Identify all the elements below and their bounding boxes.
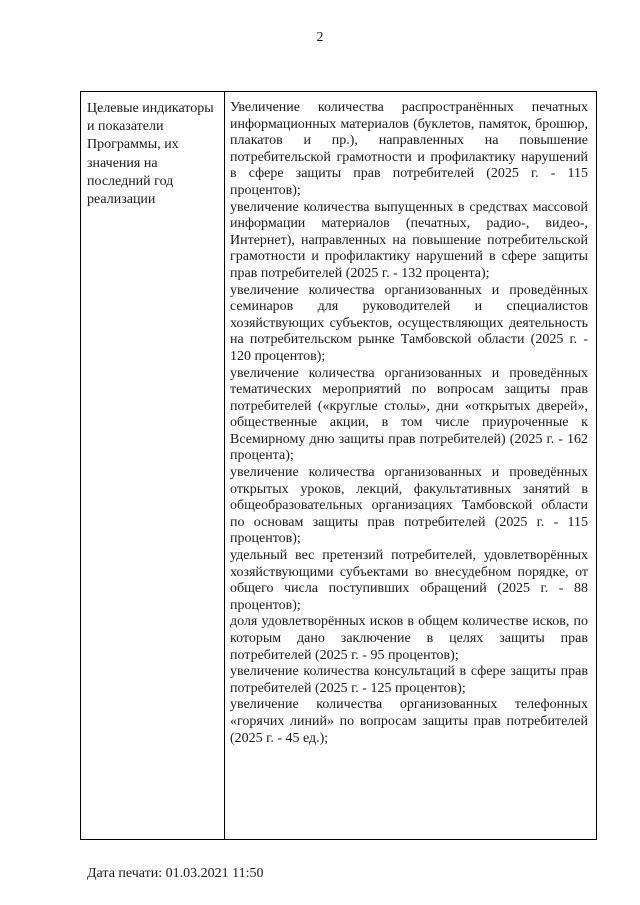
- indicators-values-cell: [225, 92, 596, 839]
- indicator-item: удельный вес претензий потребителей, удовлетворённых хозяйствующими субъектами во внесудебном порядке, от общего числа поступивших обращений (2025 г. - 88 процентов);: [230, 548, 588, 613]
- indicator-item: увеличение количества организованных и проведённых семинаров для руководителей и специалистов хозяйствующих субъектов, осуществляющих деятельность на потребительском рынке Тамбовской области (2025 г. - 120 процентов);: [230, 282, 588, 364]
- page-number: 2: [316, 30, 324, 45]
- indicator-item: увеличение количества организованных телефонных «горячих линий» по вопросам защиты прав потребителей (2025 г. - 45 ед.);: [230, 697, 588, 746]
- indicator-item: увеличение количества организованных и проведённых тематических мероприятий по вопросам защиты прав потребителей («круглые столы», дни «открытых дверей», общественные акции, в том числе приуроченные к Всемирному дню защиты прав потребителей) (2025 г. - 162 процента);: [230, 365, 588, 464]
- indicator-item: увеличение количества консультаций в сфере защиты прав потребителей (2025 г. - 125 процентов);: [230, 664, 588, 696]
- indicators-label-cell: Целевые индикаторы и показатели Программы, их значения на последний год реализации: [81, 92, 225, 839]
- indicator-item: доля удовлетворённых исков в общем количестве исков, по которым дано заключение в целях защиты прав потребителей (2025 г. - 95 процентов);: [230, 614, 588, 663]
- indicator-item: Увеличение количества распространённых печатных информационных материалов (буклетов, памяток, брошюр, плакатов и пр.), направленных на повышение потребительской грамотности и профилактику нарушений в сфере защиты прав потребителей (2025 г. - 115 процентов);: [230, 100, 588, 198]
- indicator-item: увеличение количества организованных и проведённых открытых уроков, лекций, факультативных занятий в общеобразовательных организациях Тамбовской области по основам защиты прав потребителей (2025 г. - 115 процентов);: [230, 465, 588, 547]
- print-date: Дата печати: 01.03.2021 11:50: [87, 866, 264, 881]
- program-indicators-table: [80, 91, 597, 840]
- indicator-item: увеличение количества выпущенных в средствах массовой информации материалов (печатных, радио-, видео-, Интернет), направленных на повышение потребительской грамотности и профилактику нарушений в сфере защиты прав потребителей (2025 г. - 132 процента);: [230, 199, 588, 281]
